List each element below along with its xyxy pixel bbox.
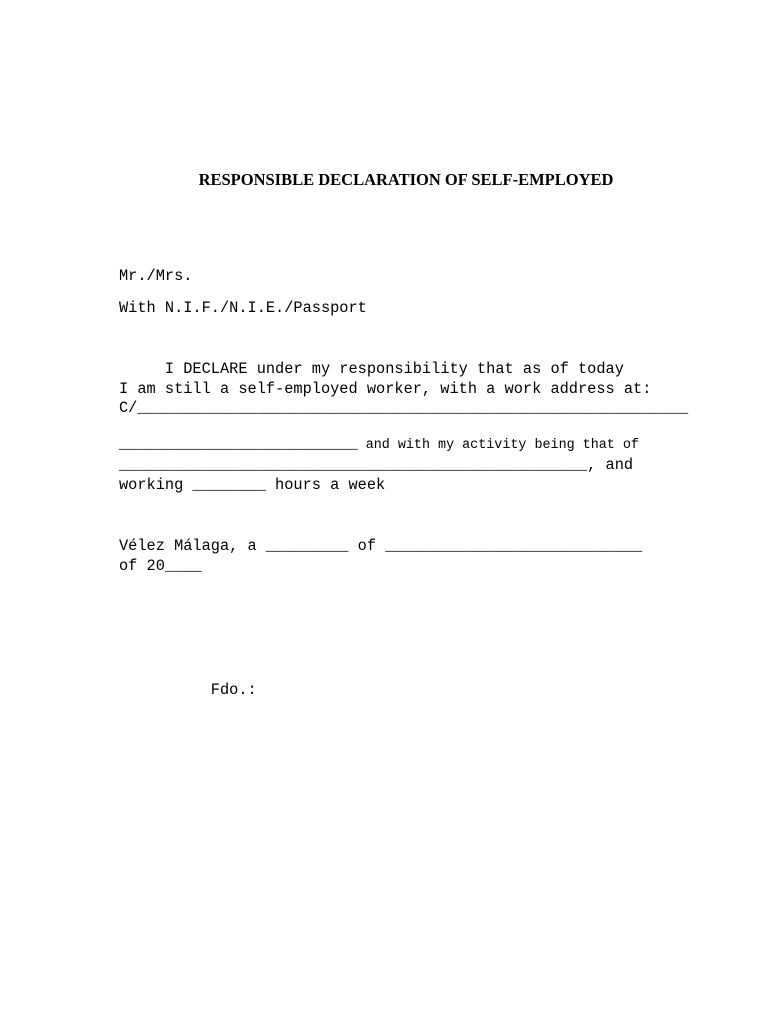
- activity-text: and with my activity being that of: [357, 438, 639, 453]
- activity-line-2: ___________________________________________________, and: [119, 456, 634, 474]
- date-line-2: of 20____: [119, 557, 202, 575]
- declare-line-1: I DECLARE under my responsibility that as of today: [119, 360, 624, 378]
- hours-line: working ________ hours a week: [119, 476, 386, 494]
- activity-blank: __________________________: [119, 435, 358, 453]
- name-label: Mr./Mrs.: [119, 267, 193, 285]
- declare-line-2: I am still a self-employed worker, with a work address at:: [119, 380, 652, 398]
- document-title: RESPONSIBLE DECLARATION OF SELF-EMPLOYED: [198, 170, 614, 189]
- signature-label: Fdo.:: [119, 681, 257, 699]
- date-line-1: Vélez Málaga, a _________ of ____________________________: [119, 537, 643, 555]
- id-label: With N.I.F./N.I.E./Passport: [119, 299, 367, 317]
- address-line: C/____________________________________________________________: [119, 399, 689, 417]
- activity-line-1: [119, 434, 639, 456]
